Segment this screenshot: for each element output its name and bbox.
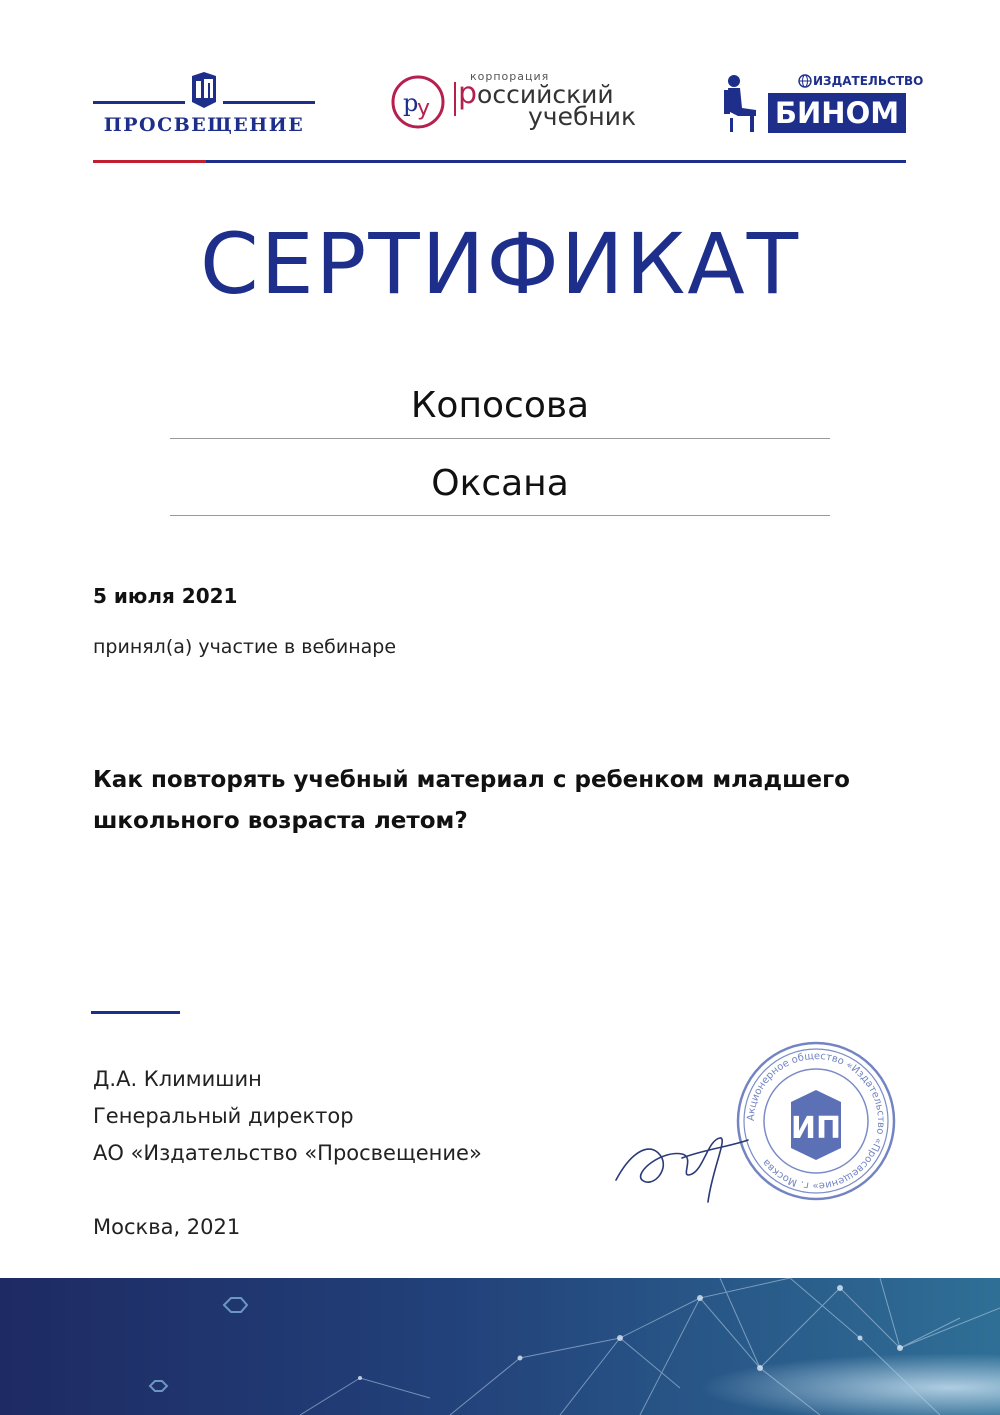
certificate-title: СЕРТИФИКАТ: [199, 215, 801, 313]
russian-textbook-logo: [388, 70, 658, 132]
event-date: 5 июля 2021: [93, 584, 238, 608]
signatory-company: АО «Издательство «Просвещение»: [93, 1141, 482, 1165]
ru-logo-first-letter: р: [458, 76, 478, 111]
first-name-underline: [170, 515, 830, 516]
ru-logo-line2: учебник: [528, 102, 637, 131]
signature-section-rule: [91, 1011, 180, 1014]
header-rule-blue: [206, 160, 906, 163]
svg-text:у: у: [417, 96, 431, 121]
binom-logo-top-text: ИЗДАТЕЛЬСТВО: [813, 74, 924, 88]
signatory-name: Д.А. Климишин: [93, 1067, 262, 1091]
stamp-ring-text: Акционерное общество «Издательство «Просвещение» г. Москва: [745, 1050, 887, 1192]
decorative-network-footer: [0, 1278, 1000, 1415]
binom-logo: [720, 72, 924, 138]
city-year: Москва, 2021: [93, 1215, 241, 1239]
surname-underline: [170, 438, 830, 439]
logo-bar-left: [93, 101, 185, 104]
recipient-surname: Копосова: [410, 385, 590, 426]
ru-logo-line1-rest: оссийский: [477, 80, 614, 109]
seated-figure-icon: [720, 74, 760, 134]
handwritten-signature: [612, 1110, 752, 1210]
globe-icon: [798, 74, 812, 88]
prosveshchenie-emblem-icon: [189, 72, 219, 108]
participation-text: принял(а) участие в вебинаре: [93, 636, 397, 658]
binom-logo-main-text: БИНОМ: [768, 93, 906, 133]
webinar-topic: Как повторять учебный материал с ребенком младшего школьного возраста летом?: [93, 767, 850, 834]
logo-bar-right: [223, 101, 315, 104]
stamp-inner-text: ИП: [790, 1111, 842, 1146]
recipient-first-name: Оксана: [431, 463, 569, 504]
prosveshchenie-logo-text: ПРОСВЕЩЕНИЕ: [103, 114, 305, 136]
svg-text:р: р: [403, 89, 419, 117]
ru-logo-small-text: корпорация: [470, 70, 550, 83]
signatory-position: Генеральный директор: [93, 1104, 354, 1128]
ru-circle-icon: [390, 74, 446, 130]
company-stamp: [735, 1040, 897, 1202]
header-rule-red: [93, 160, 206, 163]
ru-divider: [454, 82, 456, 116]
prosveshchenie-logo: [93, 72, 315, 138]
